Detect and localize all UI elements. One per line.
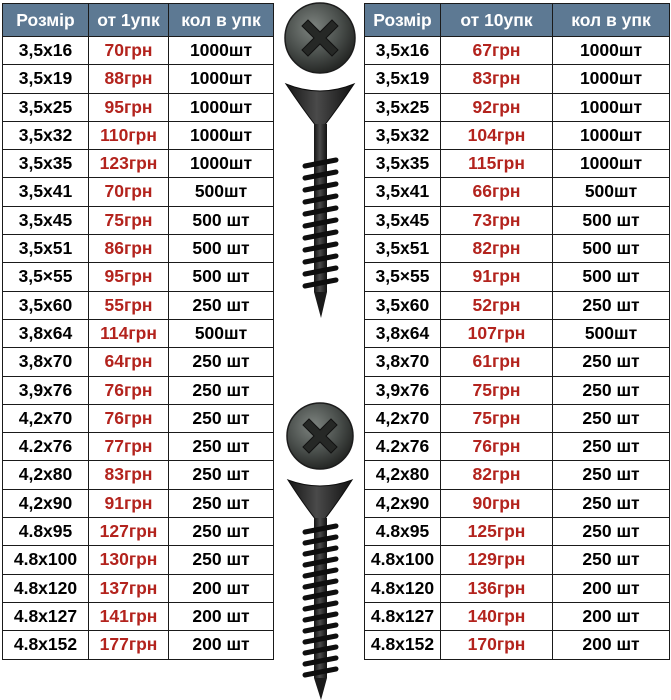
price-cell: 73грн [441, 206, 553, 234]
table-row [365, 574, 670, 602]
size-cell: 3,5x25 [365, 93, 441, 121]
table-row [3, 602, 274, 630]
price-cell: 141грн [89, 602, 169, 630]
quantity-cell: 500 шт [169, 235, 274, 263]
price-cell: 83грн [89, 461, 169, 489]
size-cell: 3,5x51 [365, 235, 441, 263]
header-size: Розмір [365, 4, 441, 37]
size-cell: 4.2x76 [3, 433, 89, 461]
table-row [3, 546, 274, 574]
price-cell: 75грн [89, 206, 169, 234]
quantity-cell: 250 шт [169, 546, 274, 574]
table-row [3, 178, 274, 206]
size-cell: 3,5×55 [3, 263, 89, 291]
price-cell: 107грн [441, 319, 553, 347]
quantity-cell: 250 шт [169, 348, 274, 376]
table-row [365, 433, 670, 461]
table-row [365, 631, 670, 659]
size-cell: 3,5x60 [3, 291, 89, 319]
table-row [365, 291, 670, 319]
price-cell: 129грн [441, 546, 553, 574]
quantity-cell: 200 шт [553, 602, 670, 630]
table-row [3, 433, 274, 461]
size-cell: 3,5x16 [365, 37, 441, 65]
quantity-cell: 250 шт [169, 489, 274, 517]
size-cell: 3,5x32 [3, 121, 89, 149]
price-cell: 76грн [89, 376, 169, 404]
size-cell: 4.8x120 [365, 574, 441, 602]
size-cell: 4,2x80 [3, 461, 89, 489]
size-cell: 4.8x152 [3, 631, 89, 659]
size-cell: 3,5x45 [3, 206, 89, 234]
table-row [3, 319, 274, 347]
size-cell: 3,9x76 [365, 376, 441, 404]
drywall-screw-icon [288, 480, 352, 700]
price-cell: 177грн [89, 631, 169, 659]
price-cell: 75грн [441, 404, 553, 432]
table-row [3, 93, 274, 121]
quantity-cell: 250 шт [553, 291, 670, 319]
table-row [365, 319, 670, 347]
size-cell: 3,5x60 [365, 291, 441, 319]
size-cell: 4,2x80 [365, 461, 441, 489]
size-cell: 3,5x16 [3, 37, 89, 65]
size-cell: 3,8x70 [3, 348, 89, 376]
quantity-cell: 200 шт [169, 631, 274, 659]
screw-head-top-icon [285, 3, 355, 73]
table-row [365, 602, 670, 630]
size-cell: 4.8x120 [3, 574, 89, 602]
price-cell: 82грн [441, 461, 553, 489]
table-row [3, 376, 274, 404]
price-cell: 123грн [89, 150, 169, 178]
price-cell: 70грн [89, 178, 169, 206]
table-row [3, 518, 274, 546]
price-cell: 86грн [89, 235, 169, 263]
quantity-cell: 250 шт [169, 376, 274, 404]
quantity-cell: 1000шт [169, 150, 274, 178]
quantity-cell: 250 шт [553, 433, 670, 461]
table-row [3, 348, 274, 376]
size-cell: 3,5x32 [365, 121, 441, 149]
quantity-cell: 1000шт [553, 37, 670, 65]
table-row [365, 518, 670, 546]
size-cell: 4,2x90 [365, 489, 441, 517]
price-table-single-pack [2, 3, 274, 660]
quantity-cell: 250 шт [553, 546, 670, 574]
price-cell: 70грн [89, 37, 169, 65]
price-cell: 91грн [89, 489, 169, 517]
quantity-cell: 200 шт [169, 574, 274, 602]
size-cell: 3,9x76 [3, 376, 89, 404]
quantity-cell: 1000шт [553, 150, 670, 178]
header-size: Розмір [3, 4, 89, 37]
quantity-cell: 250 шт [553, 461, 670, 489]
table-row [3, 404, 274, 432]
price-cell: 91грн [441, 263, 553, 291]
quantity-cell: 500 шт [553, 263, 670, 291]
quantity-cell: 200 шт [553, 574, 670, 602]
table-row [365, 150, 670, 178]
price-cell: 83грн [441, 65, 553, 93]
table-row [3, 291, 274, 319]
quantity-cell: 1000шт [169, 37, 274, 65]
price-cell: 130грн [89, 546, 169, 574]
size-cell: 4,2x70 [3, 404, 89, 432]
price-cell: 77грн [89, 433, 169, 461]
table-row [3, 631, 274, 659]
table-row [3, 263, 274, 291]
size-cell: 4.8x95 [365, 518, 441, 546]
header-price: от 1упк [89, 4, 169, 37]
quantity-cell: 250 шт [553, 518, 670, 546]
size-cell: 3,5x25 [3, 93, 89, 121]
price-cell: 125грн [441, 518, 553, 546]
quantity-cell: 250 шт [169, 404, 274, 432]
price-cell: 76грн [89, 404, 169, 432]
screw-illustration [278, 0, 362, 700]
price-cell: 82грн [441, 235, 553, 263]
table-row [3, 489, 274, 517]
quantity-cell: 250 шт [553, 376, 670, 404]
table-row [3, 206, 274, 234]
price-cell: 52грн [441, 291, 553, 319]
size-cell: 3,5x35 [3, 150, 89, 178]
table-row [365, 37, 670, 65]
price-table-ten-packs [364, 3, 670, 660]
quantity-cell: 500шт [553, 178, 670, 206]
header-quantity: кол в упк [553, 4, 670, 37]
table-row [365, 93, 670, 121]
table-row [365, 263, 670, 291]
table-row [3, 461, 274, 489]
price-cell: 95грн [89, 93, 169, 121]
price-cell: 95грн [89, 263, 169, 291]
size-cell: 4,2x90 [3, 489, 89, 517]
price-cell: 137грн [89, 574, 169, 602]
table-row [3, 235, 274, 263]
header-quantity: кол в упк [169, 4, 274, 37]
size-cell: 4.2x76 [365, 433, 441, 461]
table-row [3, 121, 274, 149]
header-price: от 10упк [441, 4, 553, 37]
quantity-cell: 250 шт [553, 404, 670, 432]
price-cell: 104грн [441, 121, 553, 149]
quantity-cell: 500шт [169, 319, 274, 347]
price-cell: 88грн [89, 65, 169, 93]
price-cell: 115грн [441, 150, 553, 178]
quantity-cell: 500шт [169, 178, 274, 206]
price-cell: 75грн [441, 376, 553, 404]
quantity-cell: 500шт [553, 319, 670, 347]
table-row [3, 65, 274, 93]
price-cell: 61грн [441, 348, 553, 376]
quantity-cell: 250 шт [169, 291, 274, 319]
size-cell: 3,5x41 [365, 178, 441, 206]
price-cell: 136грн [441, 574, 553, 602]
price-cell: 90грн [441, 489, 553, 517]
size-cell: 3,5x19 [3, 65, 89, 93]
table-header-row [365, 4, 670, 37]
size-cell: 3,8x64 [365, 319, 441, 347]
size-cell: 3,5x41 [3, 178, 89, 206]
size-cell: 4.8x127 [3, 602, 89, 630]
quantity-cell: 1000шт [553, 65, 670, 93]
table-row [365, 178, 670, 206]
price-cell: 67грн [441, 37, 553, 65]
quantity-cell: 250 шт [553, 348, 670, 376]
quantity-cell: 200 шт [169, 602, 274, 630]
size-cell: 4.8x152 [365, 631, 441, 659]
quantity-cell: 250 шт [553, 489, 670, 517]
quantity-cell: 1000шт [553, 121, 670, 149]
quantity-cell: 250 шт [169, 433, 274, 461]
price-cell: 76грн [441, 433, 553, 461]
quantity-cell: 1000шт [169, 93, 274, 121]
size-cell: 4.8x95 [3, 518, 89, 546]
price-cell: 110грн [89, 121, 169, 149]
size-cell: 4,2x70 [365, 404, 441, 432]
table-row [365, 206, 670, 234]
size-cell: 3,5x35 [365, 150, 441, 178]
size-cell: 4.8x127 [365, 602, 441, 630]
price-cell: 140грн [441, 602, 553, 630]
quantity-cell: 1000шт [169, 121, 274, 149]
drywall-screw-icon [286, 84, 354, 318]
size-cell: 3,8x64 [3, 319, 89, 347]
price-cell: 64грн [89, 348, 169, 376]
table-row [365, 121, 670, 149]
table-row [365, 235, 670, 263]
price-cell: 92грн [441, 93, 553, 121]
table-row [3, 37, 274, 65]
table-row [365, 546, 670, 574]
table-row [3, 150, 274, 178]
quantity-cell: 500 шт [169, 206, 274, 234]
quantity-cell: 1000шт [553, 93, 670, 121]
table-row [365, 348, 670, 376]
size-cell: 4.8x100 [365, 546, 441, 574]
table-row [365, 404, 670, 432]
size-cell: 3,5x19 [365, 65, 441, 93]
quantity-cell: 200 шт [553, 631, 670, 659]
quantity-cell: 1000шт [169, 65, 274, 93]
size-cell: 4.8x100 [3, 546, 89, 574]
price-cell: 114грн [89, 319, 169, 347]
quantity-cell: 500 шт [169, 263, 274, 291]
quantity-cell: 500 шт [553, 235, 670, 263]
price-cell: 66грн [441, 178, 553, 206]
table-row [365, 376, 670, 404]
quantity-cell: 500 шт [553, 206, 670, 234]
table-row [365, 461, 670, 489]
size-cell: 3,5×55 [365, 263, 441, 291]
table-row [365, 489, 670, 517]
size-cell: 3,8x70 [365, 348, 441, 376]
price-cell: 55грн [89, 291, 169, 319]
table-row [365, 65, 670, 93]
quantity-cell: 250 шт [169, 461, 274, 489]
size-cell: 3,5x45 [365, 206, 441, 234]
price-cell: 127грн [89, 518, 169, 546]
screw-head-bottom-icon [287, 403, 353, 469]
size-cell: 3,5x51 [3, 235, 89, 263]
table-row [3, 574, 274, 602]
quantity-cell: 250 шт [169, 518, 274, 546]
table-header-row [3, 4, 274, 37]
price-cell: 170грн [441, 631, 553, 659]
